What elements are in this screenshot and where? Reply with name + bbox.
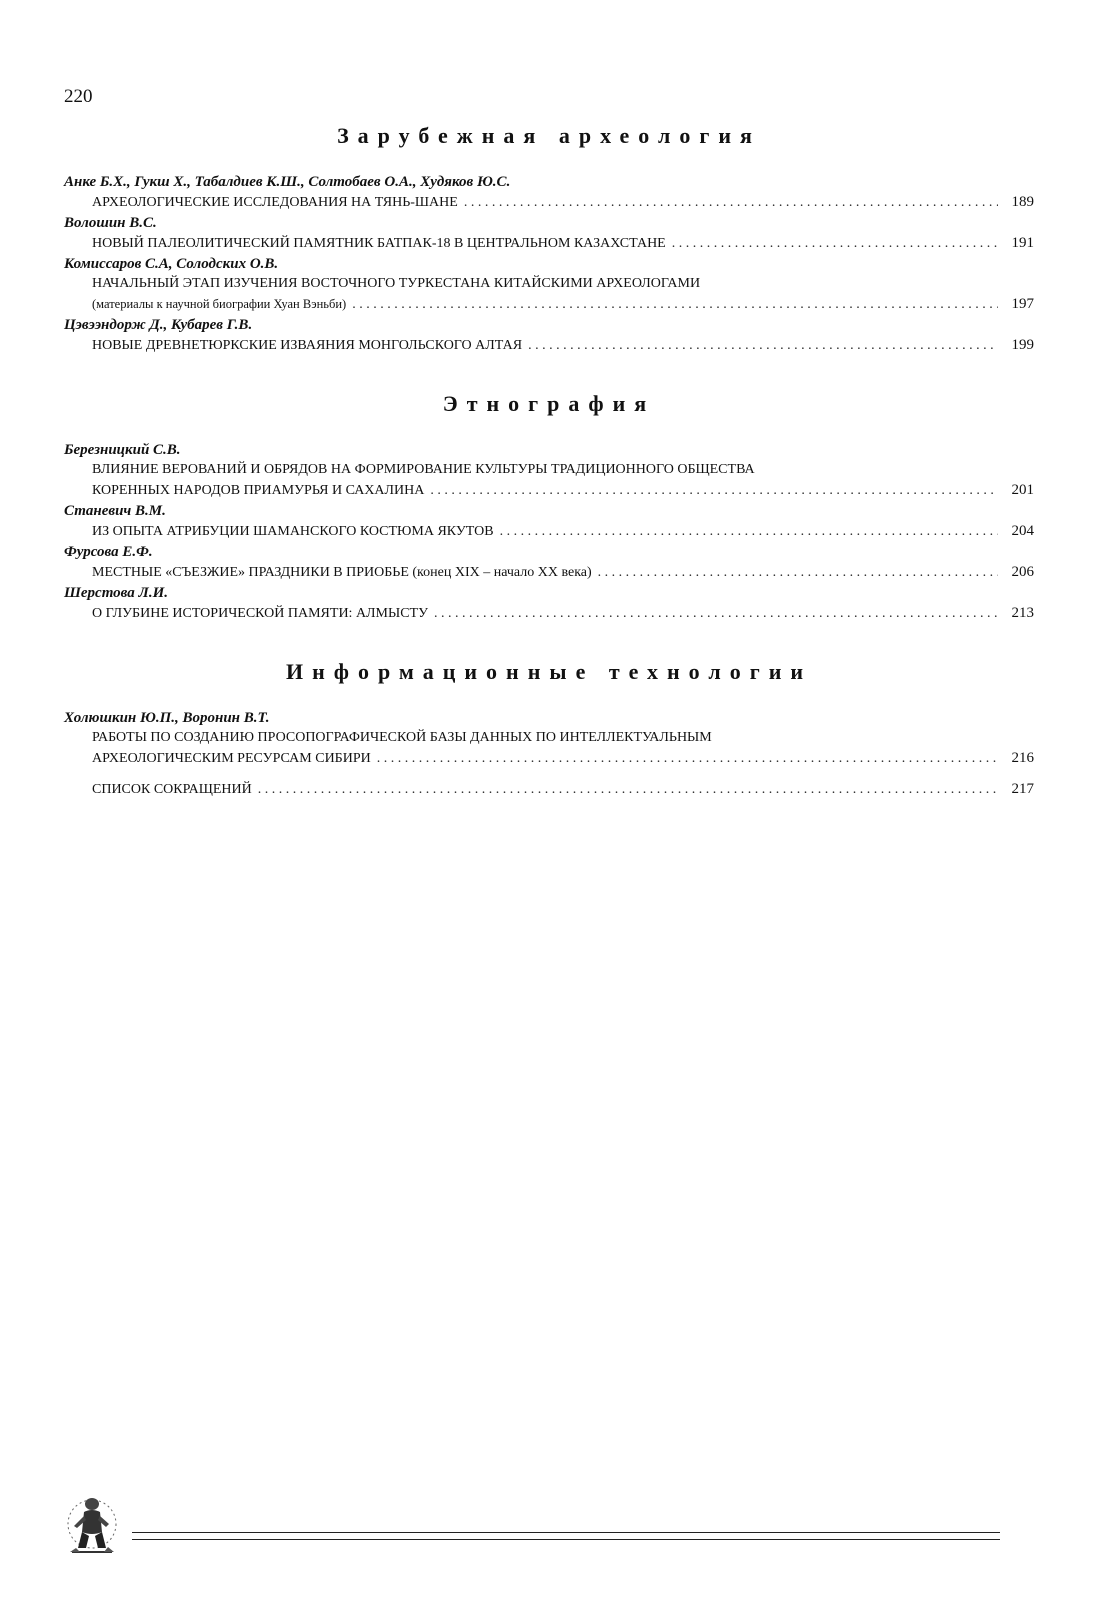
entry-title-line	[64, 192, 1034, 213]
toc-entry[interactable]	[64, 583, 1034, 624]
entry-title-continued: КОРЕННЫХ НАРОДОВ ПРИАМУРЬЯ И САХАЛИНА	[92, 483, 425, 498]
entry-page: 199	[1011, 337, 1034, 353]
entry-page: 217	[1011, 781, 1034, 797]
entry-page: 204	[1011, 523, 1034, 539]
entry-title-line	[64, 233, 1034, 254]
entry-title-line	[64, 562, 1034, 583]
leader-dots	[672, 234, 998, 254]
entry-authors: Березницкий С.В.	[64, 442, 181, 458]
leader-dots	[434, 604, 998, 624]
toc-entry[interactable]	[64, 254, 1034, 315]
toc-entry-abbreviations[interactable]	[64, 779, 1034, 800]
leader-dots	[352, 295, 998, 315]
entry-title: РАБОТЫ ПО СОЗДАНИЮ ПРОСОПОГРАФИЧЕСКОЙ БАЗЫ ДАННЫХ ПО ИНТЕЛЛЕКТУАЛЬНЫМ	[92, 730, 712, 745]
leader-dots	[430, 481, 998, 501]
leader-dots	[598, 563, 998, 583]
entry-title-line	[64, 779, 1034, 800]
archaeologist-figure-icon	[62, 1490, 122, 1562]
entry-authors: Фурсова Е.Ф.	[64, 544, 153, 560]
section-title: Этнография	[442, 391, 656, 416]
entry-title-line	[64, 603, 1034, 624]
abbreviations-label: СПИСОК СОКРАЩЕНИЙ	[92, 782, 252, 797]
footer-rule	[132, 1532, 1000, 1540]
entry-title-line	[64, 480, 1034, 501]
leader-dots	[528, 336, 998, 356]
entry-title: О ГЛУБИНЕ ИСТОРИЧЕСКОЙ ПАМЯТИ: АЛМЫСТУ	[92, 606, 429, 621]
entry-page: 197	[1011, 296, 1034, 312]
entry-page: 201	[1011, 482, 1034, 498]
leader-dots	[464, 193, 998, 213]
leader-dots	[258, 780, 998, 800]
toc-entry[interactable]	[64, 315, 1034, 356]
entry-title: НОВЫЕ ДРЕВНЕТЮРКСКИЕ ИЗВАЯНИЯ МОНГОЛЬСКОГО АЛТАЯ	[92, 338, 523, 353]
entry-title: НОВЫЙ ПАЛЕОЛИТИЧЕСКИЙ ПАМЯТНИК БАТПАК-18 В ЦЕНТРАЛЬНОМ КАЗАХСТАНЕ	[92, 236, 666, 251]
entry-subtitle: (материалы к научной биографии Хуан Вэньби)	[92, 297, 347, 311]
entry-page: 189	[1011, 194, 1034, 210]
entry-title: МЕСТНЫЕ «СЪЕЗЖИЕ» ПРАЗДНИКИ В ПРИОБЬЕ (конец XIX – начало XX века)	[92, 565, 592, 580]
entry-authors: Станевич В.М.	[64, 503, 166, 519]
section-ethnography	[64, 390, 1034, 624]
entry-title-line	[64, 335, 1034, 356]
toc-entry[interactable]	[64, 542, 1034, 583]
entry-page: 216	[1011, 750, 1034, 766]
entry-page: 191	[1011, 235, 1034, 251]
entry-authors: Холюшкин Ю.П., Воронин В.Т.	[64, 710, 270, 726]
entry-authors: Анке Б.Х., Гукш Х., Табалдиев К.Ш., Солтобаев О.А., Худяков Ю.С.	[64, 174, 511, 190]
entry-authors: Комиссаров С.А, Солодских О.В.	[64, 256, 279, 272]
entry-page: 206	[1011, 564, 1034, 580]
entry-title: АРХЕОЛОГИЧЕСКИЕ ИССЛЕДОВАНИЯ НА ТЯНЬ-ШАНЕ	[92, 195, 458, 210]
entry-authors: Цэвээндорж Д., Кубарев Г.В.	[64, 317, 253, 333]
section-foreign-archaeology	[64, 122, 1034, 356]
page-number: 220	[64, 86, 93, 107]
toc-entry[interactable]	[64, 501, 1034, 542]
toc-entry[interactable]	[64, 213, 1034, 254]
toc-entry[interactable]	[64, 172, 1034, 213]
section-title: Информационные технологии	[285, 659, 813, 684]
entry-title-line	[64, 294, 1034, 315]
entry-title: ИЗ ОПЫТА АТРИБУЦИИ ШАМАНСКОГО КОСТЮМА ЯКУТОВ	[92, 524, 494, 539]
entry-title-line	[64, 521, 1034, 542]
leader-dots	[377, 749, 998, 769]
toc-entry[interactable]	[64, 708, 1034, 769]
table-of-contents	[64, 122, 1034, 834]
leader-dots	[500, 522, 998, 542]
entry-title-line	[64, 748, 1034, 769]
entry-title: ВЛИЯНИЕ ВЕРОВАНИЙ И ОБРЯДОВ НА ФОРМИРОВАНИЕ КУЛЬТУРЫ ТРАДИЦИОННОГО ОБЩЕСТВА	[92, 462, 755, 477]
entry-authors: Волошин В.С.	[64, 215, 157, 231]
entry-authors: Шерстова Л.И.	[64, 585, 168, 601]
section-title: Зарубежная археология	[337, 123, 761, 148]
entry-title-continued: АРХЕОЛОГИЧЕСКИМ РЕСУРСАМ СИБИРИ	[92, 751, 371, 766]
toc-entry[interactable]	[64, 440, 1034, 501]
entry-page: 213	[1011, 605, 1034, 621]
entry-title: НАЧАЛЬНЫЙ ЭТАП ИЗУЧЕНИЯ ВОСТОЧНОГО ТУРКЕСТАНА КИТАЙСКИМИ АРХЕОЛОГАМИ	[92, 276, 701, 291]
section-information-technology	[64, 658, 1034, 800]
